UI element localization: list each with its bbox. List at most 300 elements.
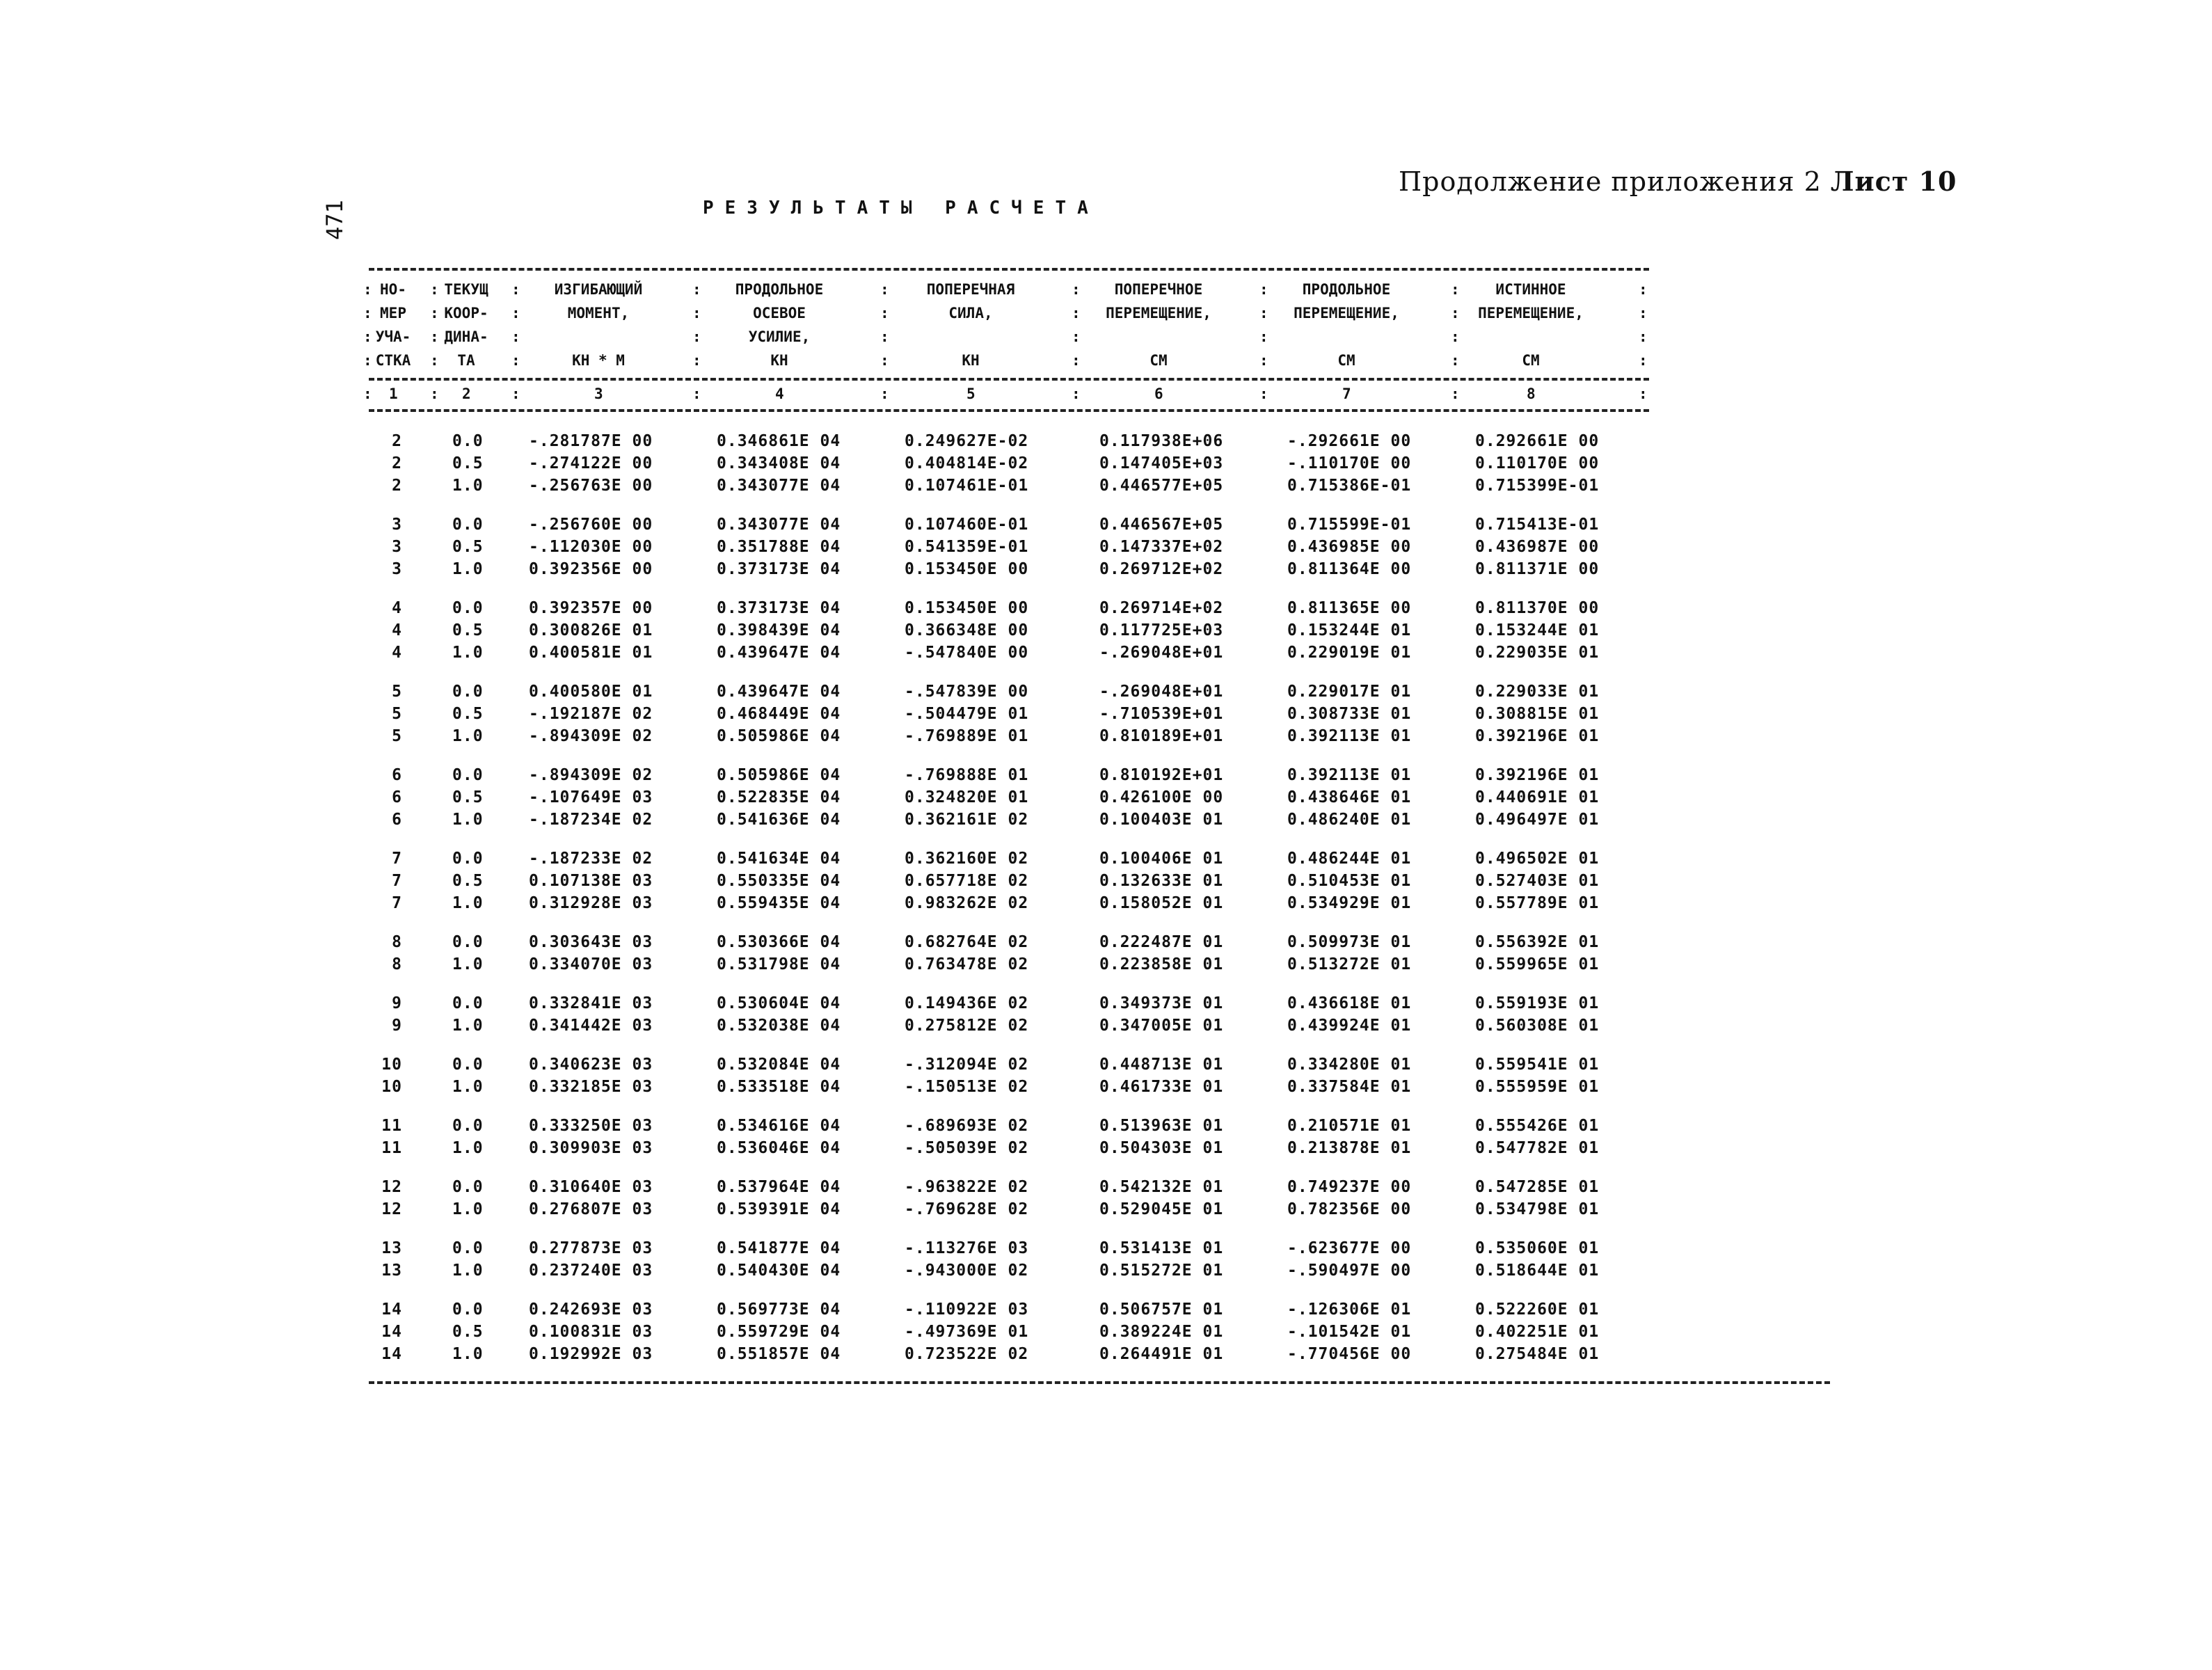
page-number: 471	[321, 200, 348, 240]
table-cell-col-1: 6	[392, 811, 402, 829]
table-cell-col-3: -.894309E 02	[529, 766, 653, 784]
table-cell-col-7: -.590497E 00	[1287, 1262, 1412, 1280]
table-cell-col-6: 0.513963E 01	[1099, 1117, 1224, 1135]
table-cell-col-7: 0.210571E 01	[1287, 1117, 1412, 1135]
table-cell-col-1: 2	[392, 454, 402, 472]
table-cell-col-6: 0.810189E+01	[1099, 727, 1224, 745]
column-separator: :	[1639, 385, 1648, 402]
table-cell-col-4: 0.541634E 04	[717, 850, 841, 868]
table-cell-col-6: 0.222487E 01	[1099, 933, 1224, 951]
table-cell-col-1: 14	[381, 1301, 402, 1319]
table-cell-col-4: 0.540430E 04	[717, 1262, 841, 1280]
table-cell-col-8: 0.440691E 01	[1475, 788, 1600, 806]
column-separator: :	[692, 352, 701, 369]
table-cell-col-4: 0.439647E 04	[717, 683, 841, 701]
table-cell-col-5: 0.149436E 02	[905, 994, 1029, 1012]
table-cell-col-4: 0.351788E 04	[717, 538, 841, 556]
table-cell-col-8: 0.559193E 01	[1475, 994, 1600, 1012]
table-cell-col-6: -.269048E+01	[1099, 683, 1224, 701]
table-cell-col-2: 0.0	[452, 516, 484, 534]
table-cell-col-2: 1.0	[452, 1078, 484, 1096]
table-cell-col-2: 0.5	[452, 705, 484, 723]
column-numbers-rule	[369, 409, 1649, 412]
table-cell-col-2: 0.5	[452, 538, 484, 556]
table-cell-col-8: 0.535060E 01	[1475, 1239, 1600, 1257]
column-separator: :	[363, 305, 372, 321]
table-cell-col-3: 0.309903E 03	[529, 1139, 653, 1157]
table-cell-col-6: 0.426100E 00	[1099, 788, 1224, 806]
table-cell-col-4: 0.550335E 04	[717, 872, 841, 890]
table-cell-col-2: 1.0	[452, 1262, 484, 1280]
table-cell-col-6: 0.542132E 01	[1099, 1178, 1224, 1196]
table-cell-col-7: -.110170E 00	[1287, 454, 1412, 472]
table-cell-col-7: 0.229019E 01	[1287, 644, 1412, 662]
column-separator: :	[430, 352, 439, 369]
table-cell-col-6: 0.269712E+02	[1099, 560, 1224, 578]
table-cell-col-4: 0.373173E 04	[717, 599, 841, 617]
table-cell-col-4: 0.505986E 04	[717, 766, 841, 784]
column-header-3-line-2: МОМЕНТ,	[567, 305, 630, 321]
column-separator: :	[511, 385, 520, 402]
column-separator: :	[880, 328, 889, 345]
column-separator: :	[1259, 305, 1268, 321]
column-separator: :	[1639, 352, 1648, 369]
table-bottom-rule	[369, 1381, 1830, 1384]
table-cell-col-7: 0.334280E 01	[1287, 1056, 1412, 1074]
table-cell-col-8: 0.811370E 00	[1475, 599, 1600, 617]
table-cell-col-3: -.192187E 02	[529, 705, 653, 723]
table-cell-col-1: 6	[392, 766, 402, 784]
table-cell-col-5: -.110922E 03	[905, 1301, 1029, 1319]
table-cell-col-2: 0.0	[452, 599, 484, 617]
table-cell-col-2: 0.0	[452, 1117, 484, 1135]
table-cell-col-1: 14	[381, 1345, 402, 1363]
table-cell-col-8: 0.547285E 01	[1475, 1178, 1600, 1196]
table-cell-col-3: 0.334070E 03	[529, 955, 653, 973]
column-header-8-line-4: СМ	[1522, 352, 1540, 369]
table-cell-col-3: 0.242693E 03	[529, 1301, 653, 1319]
table-cell-col-8: 0.308815E 01	[1475, 705, 1600, 723]
table-cell-col-7: 0.534929E 01	[1287, 894, 1412, 912]
table-cell-col-2: 0.0	[452, 1178, 484, 1196]
table-cell-col-8: 0.534798E 01	[1475, 1200, 1600, 1218]
table-cell-col-3: 0.300826E 01	[529, 621, 653, 639]
column-separator: :	[1072, 352, 1081, 369]
table-cell-col-7: 0.308733E 01	[1287, 705, 1412, 723]
table-cell-col-7: 0.438646E 01	[1287, 788, 1412, 806]
table-cell-col-2: 0.5	[452, 621, 484, 639]
column-header-6-line-2: ПЕРЕМЕЩЕНИЕ,	[1106, 305, 1211, 321]
table-cell-col-1: 10	[381, 1056, 402, 1074]
table-cell-col-4: 0.536046E 04	[717, 1139, 841, 1157]
table-cell-col-3: 0.333250E 03	[529, 1117, 653, 1135]
table-cell-col-1: 4	[392, 644, 402, 662]
table-cell-col-4: 0.537964E 04	[717, 1178, 841, 1196]
table-cell-col-2: 0.0	[452, 1056, 484, 1074]
table-cell-col-3: -.187234E 02	[529, 811, 653, 829]
table-cell-col-4: 0.522835E 04	[717, 788, 841, 806]
table-cell-col-7: 0.715599E-01	[1287, 516, 1412, 534]
table-cell-col-4: 0.569773E 04	[717, 1301, 841, 1319]
table-cell-col-6: 0.349373E 01	[1099, 994, 1224, 1012]
column-separator: :	[511, 305, 520, 321]
table-cell-col-7: -.770456E 00	[1287, 1345, 1412, 1363]
table-cell-col-8: 0.557789E 01	[1475, 894, 1600, 912]
table-cell-col-1: 2	[392, 432, 402, 450]
table-cell-col-7: 0.436985E 00	[1287, 538, 1412, 556]
column-number-3: 3	[594, 385, 603, 402]
table-cell-col-4: 0.559729E 04	[717, 1323, 841, 1341]
table-cell-col-6: 0.223858E 01	[1099, 955, 1224, 973]
table-cell-col-1: 3	[392, 516, 402, 534]
table-cell-col-4: 0.532038E 04	[717, 1017, 841, 1035]
table-cell-col-3: 0.392356E 00	[529, 560, 653, 578]
table-cell-col-8: 0.275484E 01	[1475, 1345, 1600, 1363]
table-cell-col-3: -.274122E 00	[529, 454, 653, 472]
column-number-1: 1	[389, 385, 398, 402]
column-header-3-line-1: ИЗГИБАЮЩИЙ	[554, 281, 643, 298]
table-cell-col-5: 0.107461E-01	[905, 477, 1029, 495]
table-cell-col-6: 0.347005E 01	[1099, 1017, 1224, 1035]
table-cell-col-6: 0.448713E 01	[1099, 1056, 1224, 1074]
table-top-rule	[369, 268, 1649, 271]
table-cell-col-8: 0.715413E-01	[1475, 516, 1600, 534]
column-header-2-line-1: ТЕКУЩ	[444, 281, 488, 298]
table-cell-col-3: -.256760E 00	[529, 516, 653, 534]
table-cell-col-7: 0.229017E 01	[1287, 683, 1412, 701]
column-separator: :	[363, 385, 372, 402]
table-cell-col-1: 3	[392, 538, 402, 556]
table-cell-col-8: 0.518644E 01	[1475, 1262, 1600, 1280]
column-header-4-line-3: УСИЛИЕ,	[748, 328, 811, 345]
table-cell-col-2: 0.5	[452, 454, 484, 472]
column-header-1-line-4: СТКА	[375, 352, 411, 369]
column-separator: :	[363, 352, 372, 369]
table-cell-col-7: 0.392113E 01	[1287, 727, 1412, 745]
table-cell-col-7: 0.513272E 01	[1287, 955, 1412, 973]
table-cell-col-5: -.769889E 01	[905, 727, 1029, 745]
table-cell-col-3: 0.107138E 03	[529, 872, 653, 890]
table-cell-col-6: 0.506757E 01	[1099, 1301, 1224, 1319]
table-cell-col-6: 0.810192E+01	[1099, 766, 1224, 784]
column-header-8-line-2: ПЕРЕМЕЩЕНИЕ,	[1478, 305, 1584, 321]
column-separator: :	[430, 385, 439, 402]
column-separator: :	[692, 281, 701, 298]
table-cell-col-4: 0.533518E 04	[717, 1078, 841, 1096]
column-separator: :	[430, 328, 439, 345]
table-cell-col-8: 0.555426E 01	[1475, 1117, 1600, 1135]
table-cell-col-6: 0.446567E+05	[1099, 516, 1224, 534]
table-cell-col-5: -.504479E 01	[905, 705, 1029, 723]
table-cell-col-8: 0.560308E 01	[1475, 1017, 1600, 1035]
column-separator: :	[511, 352, 520, 369]
column-header-7-line-2: ПЕРЕМЕЩЕНИЕ,	[1294, 305, 1399, 321]
table-cell-col-5: -.505039E 02	[905, 1139, 1029, 1157]
table-cell-col-1: 11	[381, 1117, 402, 1135]
table-cell-col-1: 8	[392, 955, 402, 973]
table-cell-col-6: -.710539E+01	[1099, 705, 1224, 723]
table-cell-col-1: 5	[392, 727, 402, 745]
table-cell-col-1: 8	[392, 933, 402, 951]
table-cell-col-4: 0.373173E 04	[717, 560, 841, 578]
column-header-1-line-2: МЕР	[380, 305, 406, 321]
table-cell-col-3: 0.276807E 03	[529, 1200, 653, 1218]
table-cell-col-7: 0.439924E 01	[1287, 1017, 1412, 1035]
table-cell-col-3: 0.312928E 03	[529, 894, 653, 912]
table-cell-col-2: 0.0	[452, 683, 484, 701]
table-cell-col-7: 0.392113E 01	[1287, 766, 1412, 784]
sheet-label: Лист 10	[1830, 166, 1957, 197]
column-separator: :	[363, 281, 372, 298]
table-cell-col-8: 0.811371E 00	[1475, 560, 1600, 578]
column-separator: :	[692, 328, 701, 345]
table-cell-col-5: 0.324820E 01	[905, 788, 1029, 806]
column-header-3-line-4: КН * М	[572, 352, 625, 369]
column-separator: :	[1451, 385, 1460, 402]
table-cell-col-2: 0.0	[452, 766, 484, 784]
table-cell-col-2: 0.0	[452, 994, 484, 1012]
table-cell-col-6: 0.515272E 01	[1099, 1262, 1224, 1280]
table-cell-col-7: 0.153244E 01	[1287, 621, 1412, 639]
table-cell-col-7: 0.213878E 01	[1287, 1139, 1412, 1157]
column-header-1-line-1: НО-	[380, 281, 406, 298]
table-cell-col-1: 4	[392, 621, 402, 639]
table-cell-col-8: 0.559541E 01	[1475, 1056, 1600, 1074]
table-cell-col-8: 0.292661E 00	[1475, 432, 1600, 450]
table-cell-col-3: 0.100831E 03	[529, 1323, 653, 1341]
column-separator: :	[1639, 328, 1648, 345]
column-separator: :	[692, 385, 701, 402]
table-cell-col-1: 6	[392, 788, 402, 806]
table-cell-col-6: 0.100406E 01	[1099, 850, 1224, 868]
table-cell-col-3: 0.277873E 03	[529, 1239, 653, 1257]
table-cell-col-5: -.963822E 02	[905, 1178, 1029, 1196]
table-cell-col-4: 0.541877E 04	[717, 1239, 841, 1257]
column-separator: :	[1451, 328, 1460, 345]
table-cell-col-4: 0.532084E 04	[717, 1056, 841, 1074]
table-cell-col-7: 0.486240E 01	[1287, 811, 1412, 829]
table-cell-col-7: -.126306E 01	[1287, 1301, 1412, 1319]
column-separator: :	[1072, 305, 1081, 321]
table-cell-col-6: 0.132633E 01	[1099, 872, 1224, 890]
table-cell-col-7: 0.811365E 00	[1287, 599, 1412, 617]
table-cell-col-6: 0.529045E 01	[1099, 1200, 1224, 1218]
table-cell-col-5: 0.362160E 02	[905, 850, 1029, 868]
table-cell-col-3: 0.400581E 01	[529, 644, 653, 662]
table-cell-col-6: 0.389224E 01	[1099, 1323, 1224, 1341]
table-cell-col-3: 0.332841E 03	[529, 994, 653, 1012]
table-cell-col-8: 0.392196E 01	[1475, 727, 1600, 745]
table-cell-col-8: 0.559965E 01	[1475, 955, 1600, 973]
table-cell-col-6: 0.147337E+02	[1099, 538, 1224, 556]
table-cell-col-8: 0.496497E 01	[1475, 811, 1600, 829]
table-cell-col-4: 0.505986E 04	[717, 727, 841, 745]
table-cell-col-1: 9	[392, 1017, 402, 1035]
table-cell-col-4: 0.346861E 04	[717, 432, 841, 450]
table-cell-col-2: 1.0	[452, 811, 484, 829]
table-cell-col-5: 0.275812E 02	[905, 1017, 1029, 1035]
column-number-5: 5	[966, 385, 976, 402]
table-cell-col-5: 0.657718E 02	[905, 872, 1029, 890]
table-cell-col-4: 0.468449E 04	[717, 705, 841, 723]
table-cell-col-5: 0.153450E 00	[905, 560, 1029, 578]
column-header-2-line-4: ТА	[457, 352, 475, 369]
table-cell-col-4: 0.530604E 04	[717, 994, 841, 1012]
table-cell-col-2: 0.5	[452, 788, 484, 806]
column-separator: :	[1259, 281, 1268, 298]
table-cell-col-3: -.894309E 02	[529, 727, 653, 745]
table-cell-col-5: -.689693E 02	[905, 1117, 1029, 1135]
table-cell-col-6: 0.117725E+03	[1099, 621, 1224, 639]
table-cell-col-1: 7	[392, 872, 402, 890]
table-cell-col-6: 0.117938E+06	[1099, 432, 1224, 450]
table-cell-col-4: 0.530366E 04	[717, 933, 841, 951]
table-cell-col-7: -.623677E 00	[1287, 1239, 1412, 1257]
column-separator: :	[1259, 352, 1268, 369]
table-cell-col-2: 0.0	[452, 432, 484, 450]
table-cell-col-1: 14	[381, 1323, 402, 1341]
table-cell-col-4: 0.541636E 04	[717, 811, 841, 829]
table-cell-col-8: 0.110170E 00	[1475, 454, 1600, 472]
table-cell-col-1: 3	[392, 560, 402, 578]
column-separator: :	[430, 281, 439, 298]
table-cell-col-5: 0.249627E-02	[905, 432, 1029, 450]
table-cell-col-8: 0.527403E 01	[1475, 872, 1600, 890]
table-cell-col-7: 0.749237E 00	[1287, 1178, 1412, 1196]
table-cell-col-5: -.497369E 01	[905, 1323, 1029, 1341]
table-cell-col-8: 0.556392E 01	[1475, 933, 1600, 951]
table-cell-col-3: 0.310640E 03	[529, 1178, 653, 1196]
column-separator: :	[1451, 305, 1460, 321]
table-cell-col-3: 0.392357E 00	[529, 599, 653, 617]
column-separator: :	[363, 328, 372, 345]
table-cell-col-1: 12	[381, 1200, 402, 1218]
table-cell-col-1: 13	[381, 1262, 402, 1280]
table-cell-col-5: 0.153450E 00	[905, 599, 1029, 617]
table-cell-col-5: -.113276E 03	[905, 1239, 1029, 1257]
column-number-7: 7	[1342, 385, 1351, 402]
table-cell-col-2: 0.5	[452, 872, 484, 890]
table-cell-col-7: 0.510453E 01	[1287, 872, 1412, 890]
table-cell-col-2: 1.0	[452, 894, 484, 912]
table-cell-col-2: 1.0	[452, 727, 484, 745]
table-cell-col-5: -.312094E 02	[905, 1056, 1029, 1074]
table-cell-col-4: 0.343077E 04	[717, 516, 841, 534]
table-cell-col-1: 7	[392, 850, 402, 868]
table-cell-col-1: 12	[381, 1178, 402, 1196]
table-cell-col-4: 0.343077E 04	[717, 477, 841, 495]
table-cell-col-2: 1.0	[452, 560, 484, 578]
table-cell-col-6: 0.504303E 01	[1099, 1139, 1224, 1157]
table-cell-col-1: 4	[392, 599, 402, 617]
column-separator: :	[1639, 281, 1648, 298]
table-cell-col-8: 0.436987E 00	[1475, 538, 1600, 556]
column-header-2-line-3: ДИНА-	[444, 328, 488, 345]
table-cell-col-6: 0.100403E 01	[1099, 811, 1224, 829]
table-cell-col-5: 0.983262E 02	[905, 894, 1029, 912]
table-cell-col-1: 5	[392, 705, 402, 723]
table-cell-col-8: 0.229033E 01	[1475, 683, 1600, 701]
table-cell-col-5: -.769628E 02	[905, 1200, 1029, 1218]
table-cell-col-7: 0.486244E 01	[1287, 850, 1412, 868]
table-cell-col-6: 0.158052E 01	[1099, 894, 1224, 912]
table-cell-col-2: 0.0	[452, 1301, 484, 1319]
table-cell-col-8: 0.402251E 01	[1475, 1323, 1600, 1341]
column-separator: :	[880, 385, 889, 402]
table-cell-col-6: -.269048E+01	[1099, 644, 1224, 662]
table-cell-col-6: 0.147405E+03	[1099, 454, 1224, 472]
column-header-4-line-4: КН	[770, 352, 788, 369]
table-cell-col-6: 0.269714E+02	[1099, 599, 1224, 617]
table-cell-col-3: 0.237240E 03	[529, 1262, 653, 1280]
column-separator: :	[430, 305, 439, 321]
table-cell-col-4: 0.398439E 04	[717, 621, 841, 639]
appendix-label: Продолжение приложения 2	[1399, 166, 1822, 197]
column-separator: :	[880, 305, 889, 321]
appendix-header	[1399, 166, 1957, 197]
column-separator: :	[1451, 281, 1460, 298]
column-header-7-line-4: СМ	[1337, 352, 1355, 369]
table-cell-col-2: 1.0	[452, 955, 484, 973]
table-cell-col-5: 0.682764E 02	[905, 933, 1029, 951]
table-cell-col-1: 9	[392, 994, 402, 1012]
column-number-4: 4	[775, 385, 784, 402]
table-cell-col-8: 0.153244E 01	[1475, 621, 1600, 639]
table-cell-col-5: -.547839E 00	[905, 683, 1029, 701]
table-cell-col-3: 0.303643E 03	[529, 933, 653, 951]
table-cell-col-5: 0.404814E-02	[905, 454, 1029, 472]
table-cell-col-5: 0.362161E 02	[905, 811, 1029, 829]
column-separator: :	[1072, 385, 1081, 402]
column-number-6: 6	[1154, 385, 1163, 402]
table-cell-col-3: 0.332185E 03	[529, 1078, 653, 1096]
column-header-6-line-1: ПОПЕРЕЧНОЕ	[1114, 281, 1203, 298]
table-cell-col-2: 0.0	[452, 1239, 484, 1257]
table-cell-col-5: -.547840E 00	[905, 644, 1029, 662]
table-cell-col-1: 7	[392, 894, 402, 912]
column-separator: :	[880, 352, 889, 369]
header-bottom-rule	[369, 378, 1649, 381]
table-cell-col-2: 1.0	[452, 644, 484, 662]
table-cell-col-7: 0.509973E 01	[1287, 933, 1412, 951]
table-cell-col-7: 0.337584E 01	[1287, 1078, 1412, 1096]
table-cell-col-8: 0.496502E 01	[1475, 850, 1600, 868]
column-header-1-line-3: УЧА-	[375, 328, 411, 345]
table-cell-col-3: -.281787E 00	[529, 432, 653, 450]
table-cell-col-8: 0.229035E 01	[1475, 644, 1600, 662]
table-cell-col-1: 13	[381, 1239, 402, 1257]
column-number-2: 2	[462, 385, 471, 402]
column-separator: :	[1072, 328, 1081, 345]
table-cell-col-3: -.112030E 00	[529, 538, 653, 556]
table-cell-col-6: 0.446577E+05	[1099, 477, 1224, 495]
column-separator: :	[1259, 385, 1268, 402]
column-header-4-line-1: ПРОДОЛЬНОЕ	[735, 281, 824, 298]
table-cell-col-2: 1.0	[452, 1345, 484, 1363]
table-cell-col-3: -.187233E 02	[529, 850, 653, 868]
table-cell-col-5: -.769888E 01	[905, 766, 1029, 784]
column-separator: :	[1451, 352, 1460, 369]
table-cell-col-7: -.292661E 00	[1287, 432, 1412, 450]
column-separator: :	[880, 281, 889, 298]
table-cell-col-4: 0.439647E 04	[717, 644, 841, 662]
column-separator: :	[511, 281, 520, 298]
table-cell-col-1: 10	[381, 1078, 402, 1096]
table-cell-col-4: 0.343408E 04	[717, 454, 841, 472]
column-header-5-line-1: ПОПЕРЕЧНАЯ	[926, 281, 1015, 298]
table-cell-col-7: 0.715386E-01	[1287, 477, 1412, 495]
table-cell-col-8: 0.522260E 01	[1475, 1301, 1600, 1319]
